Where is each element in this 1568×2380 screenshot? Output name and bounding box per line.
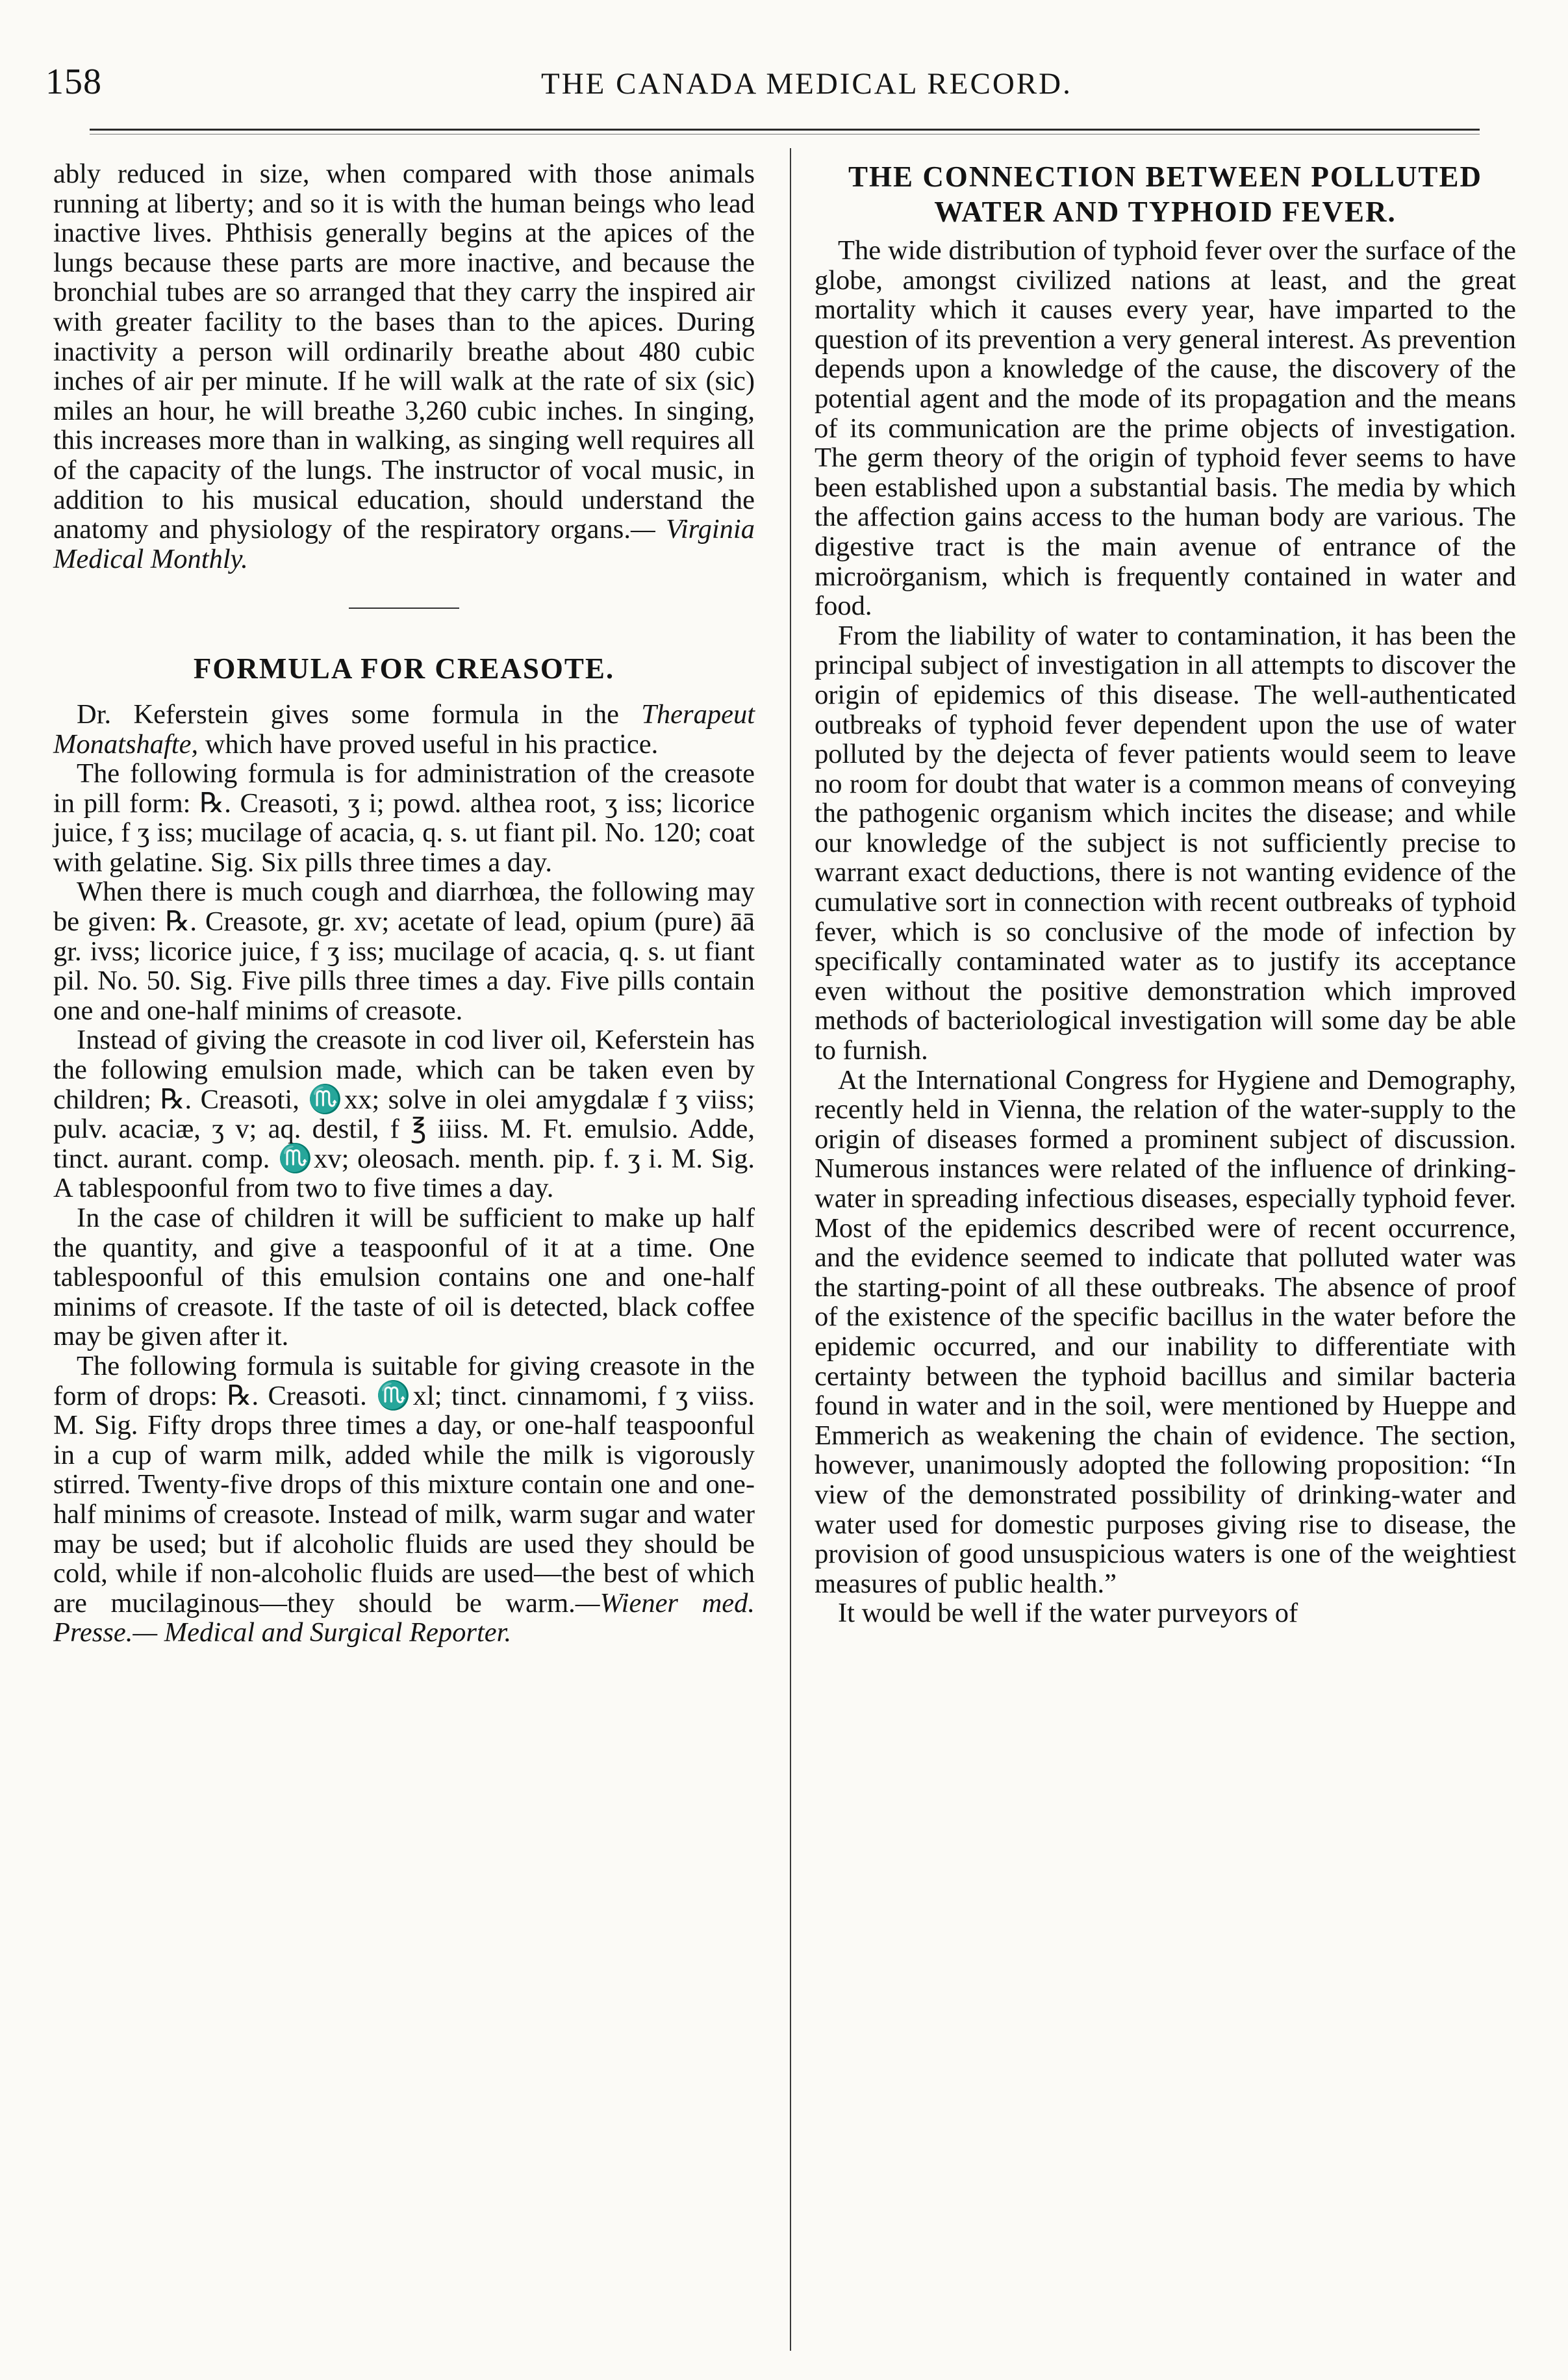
header-rule [90, 129, 1480, 131]
paragraph-distribution: The wide distribution of typhoid fever over the surface of the globe, amongst civilized nations at least, and the great mortality which it causes every year, have imparted to the question of its prevention a very general interest. As prevention depends upon a knowledge of the cause, the discovery of the potential agent and the mode of its propagation and the means of its communication are the prime objects of investigation. The germ theory of the origin of typhoid fever seems to have been established upon a substantial basis. The media by which the affection gains access to the human body are various. The digestive tract is the main avenue of entrance of the microörganism, which is frequently contained in water and food. [815, 235, 1516, 622]
opening-source: — Virginia Medical Monthly. [53, 514, 755, 574]
paragraph-diarrhoea-formula: When there is much cough and diarrhœa, the following may be given: ℞. Creasote, gr. xv; acetate of lead, opium (pure) āā gr. ivss; licorice juice, f ʒ iss; mucilage of acacia, q. s. ut fiant pil. No. 50. Sig. Five pills three times a day. Five pills contain one and one-half minims of creasote. [53, 877, 755, 1026]
left-column [53, 159, 755, 1648]
opening-paragraph-text: ably reduced in size, when compared with those animals running at liberty; and so it is with the human beings who lead inactive lives. Phthisis generally begins at the apices of the lungs because these parts are more inactive, and because the bronchial tubes are so arranged that they carry the inspired air with greater facility to the bases than to the apices. During inactivity a person will ordinarily breathe about 480 cubic inches of air per minute. If he will walk at the rate of six (sic) miles an hour, he will breathe 3,260 cubic inches. In singing, this increases more than in walking, as singing well requires all of the capacity of the lungs. The instructor of vocal music, in addition to his musical education, should understand the anatomy and physiology of the respiratory organs. [53, 159, 755, 545]
section-separator-rule [349, 608, 459, 609]
drops-text: The following formula is suitable for giving creasote in the form of drops: ℞. Creasoti. ♏xl; tinct. cinnamomi, f ʒ viiss. M. Sig. Fifty drops three times a day, or one-half teaspoonful in a cup of warm milk, added while the milk is vigorously stirred. Twenty-five drops of this mixture contain one and one-half minims of creasote. Instead of milk, warm sugar and water may be used; but if alcoholic fluids are used they should be cold, while if non-alcoholic fluids are used—the best of which are mucilaginous—they should be warm. [53, 1350, 755, 1619]
right-column [815, 159, 1516, 1628]
paragraph-intro [53, 700, 755, 759]
paragraph-children: In the case of children it will be sufficient to make up half the quantity, and give a teaspoonful of it at a time. One tablespoonful of this emulsion contains one and one-half minims of creasote. If the taste of oil is detected, black coffee may be given after it. [53, 1203, 755, 1352]
paragraph-congress: At the International Congress for Hygiene and Demography, recently held in Vienna, the relation of the water-supply to the origin of diseases formed a prominent subject of discussion. Numerous instances were related of the influence of drinking-water in spreading infectious diseases, especially typhoid fever. Most of the epidemics described were of recent occurrence, and the evidence seemed to indicate that polluted water was the starting-point of all these outbreaks. The absence of proof of the existence of the specific bacillus in the water before the epidemic occurred, and our inability to differentiate with certainty between the typhoid bacillus and similar bacteria found in water and in the soil, were mentioned by Hueppe and Emmerich as weakening the chain of evidence. The section, however, unanimously adopted the following proposition: “In view of the demonstrated possibility of drinking-water and water used for domestic purposes giving rise to disease, the provision of good unsuspicious waters is one of the weightiest measures of public health.” [815, 1064, 1516, 1599]
intro-journal-title: Therapeut Monatshafte, [53, 698, 755, 760]
paragraph-water-purveyors: It would be well if the water purveyors of [838, 1598, 1298, 1629]
opening-paragraph [53, 159, 755, 574]
section-title-line-1: THE CONNECTION BETWEEN POLLUTED [848, 160, 1482, 193]
section-title-creasote: FORMULA FOR CREASOTE. [193, 652, 615, 685]
intro-text-a: Dr. Keferstein gives some formula in the [77, 698, 619, 730]
section-title-typhoid [815, 159, 1516, 229]
paragraph-pill-formula: The following formula is for administration of the creasote in pill form: ℞. Creasoti, ʒ i; powd. althea root, ʒ iss; licorice juice, f ʒ iss; mucilage of acacia, q. s. ut fiant pil. No. 120; coat with gelatine. Sig. Six pills three times a day. [53, 758, 755, 878]
paragraph-drops [53, 1351, 755, 1648]
running-title: THE CANADA MEDICAL RECORD. [541, 67, 1072, 101]
drops-source: —Wiener med. Presse.— Medical and Surgical Reporter. [53, 1587, 755, 1648]
page-number: 158 [45, 62, 102, 102]
paragraph-emulsion: Instead of giving the creasote in cod liver oil, Keferstein has the following emulsion made, which can be taken even by children; ℞. Creasoti, ♏xx; solve in olei amygdalæ f ʒ viiss; pulv. acaciæ, ʒ v; aq. destil, f ℥ iiiss. M. Ft. emulsio. Adde, tinct. aurant. comp. ♏xv; oleosach. menth. pip. f. ʒ i. M. Sig. A tablespoonful from two to five times a day. [53, 1025, 755, 1204]
paragraph-contamination: From the liability of water to contamination, it has been the principal subject of investigation in all attempts to discover the origin of epidemics of this disease. The well-authenticated outbreaks of typhoid fever dependent upon the use of water polluted by the dejecta of fever patients would seem to leave no room for doubt that water is a common means of conveying the pathogenic organism which incites the disease; and while our knowledge of the subject is not sufficiently precise to warrant exact deductions, there is not wanting evidence of the cumulative sort in connection with recent outbreaks of typhoid fever, which is so conclusive of the mode of infection by specifically contaminated water as to justify its acceptance even without the positive demonstration which improved methods of bacteriological investigation will some day be able to furnish. [815, 620, 1516, 1066]
section-title-line-2: WATER AND TYPHOID FEVER. [934, 196, 1397, 228]
page-header [38, 51, 1525, 109]
intro-text-b: which have proved useful in his practice. [205, 728, 659, 760]
column-divider [790, 148, 791, 2351]
